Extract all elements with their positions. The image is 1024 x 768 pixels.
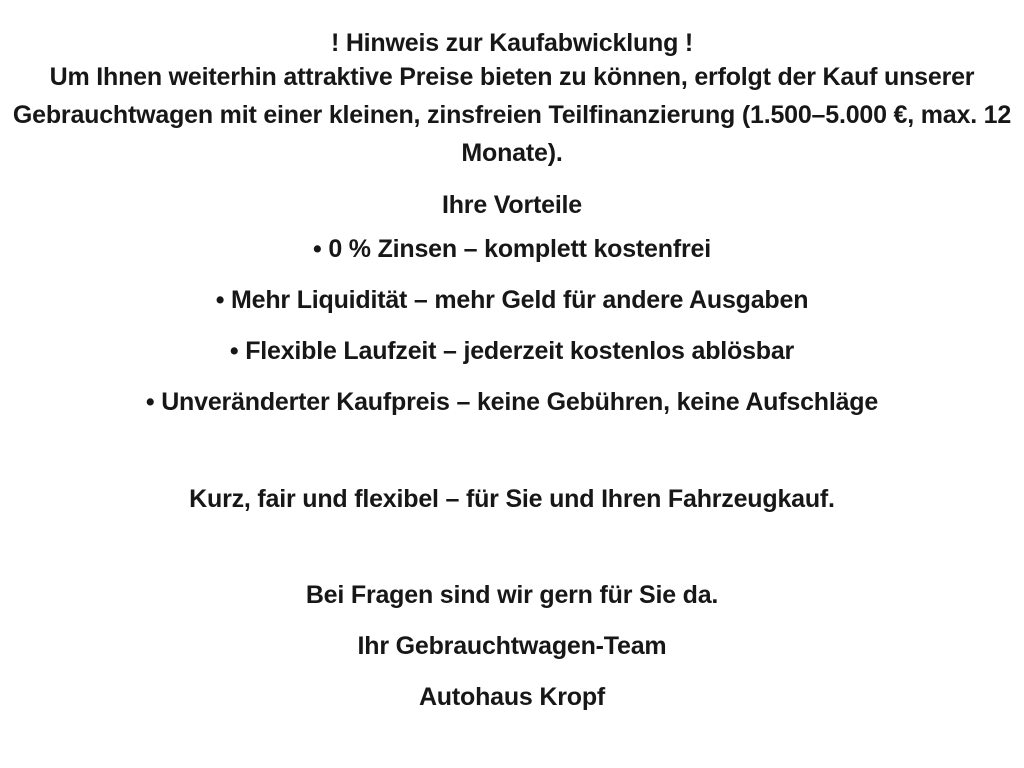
benefits-list: [0, 224, 1024, 428]
benefits-title: Ihre Vorteile: [441, 191, 583, 219]
list-item: • Unveränderter Kaufpreis – keine Gebühren, keine Aufschläge: [145, 388, 879, 416]
intro-line-2: Gebrauchtwagen mit einer kleinen, zinsfreien Teilfinanzierung (1.500–5.000 €, max. 12: [12, 101, 1012, 129]
list-item: • Mehr Liquidität – mehr Geld für andere Ausgaben: [215, 286, 809, 314]
signoff-line-1: Bei Fragen sind wir gern für Sie da.: [305, 581, 719, 609]
signoff-line-2: Ihr Gebrauchtwagen-Team: [357, 632, 667, 660]
intro-line-1: Um Ihnen weiterhin attraktive Preise bieten zu können, erfolgt der Kauf unserer: [49, 63, 975, 91]
closing-statement: Kurz, fair und flexibel – für Sie und Ihren Fahrzeugkauf.: [189, 485, 835, 513]
intro-paragraph: [0, 58, 1024, 172]
list-item: • Flexible Laufzeit – jederzeit kostenlos ablösbar: [229, 337, 795, 365]
document-heading: ! Hinweis zur Kaufabwicklung !: [330, 29, 694, 57]
list-item: • 0 % Zinsen – komplett kostenfrei: [313, 235, 711, 263]
signoff-block: [0, 518, 1024, 723]
intro-line-3: Monate).: [461, 139, 563, 167]
signoff-line-3: Autohaus Kropf: [418, 683, 606, 711]
